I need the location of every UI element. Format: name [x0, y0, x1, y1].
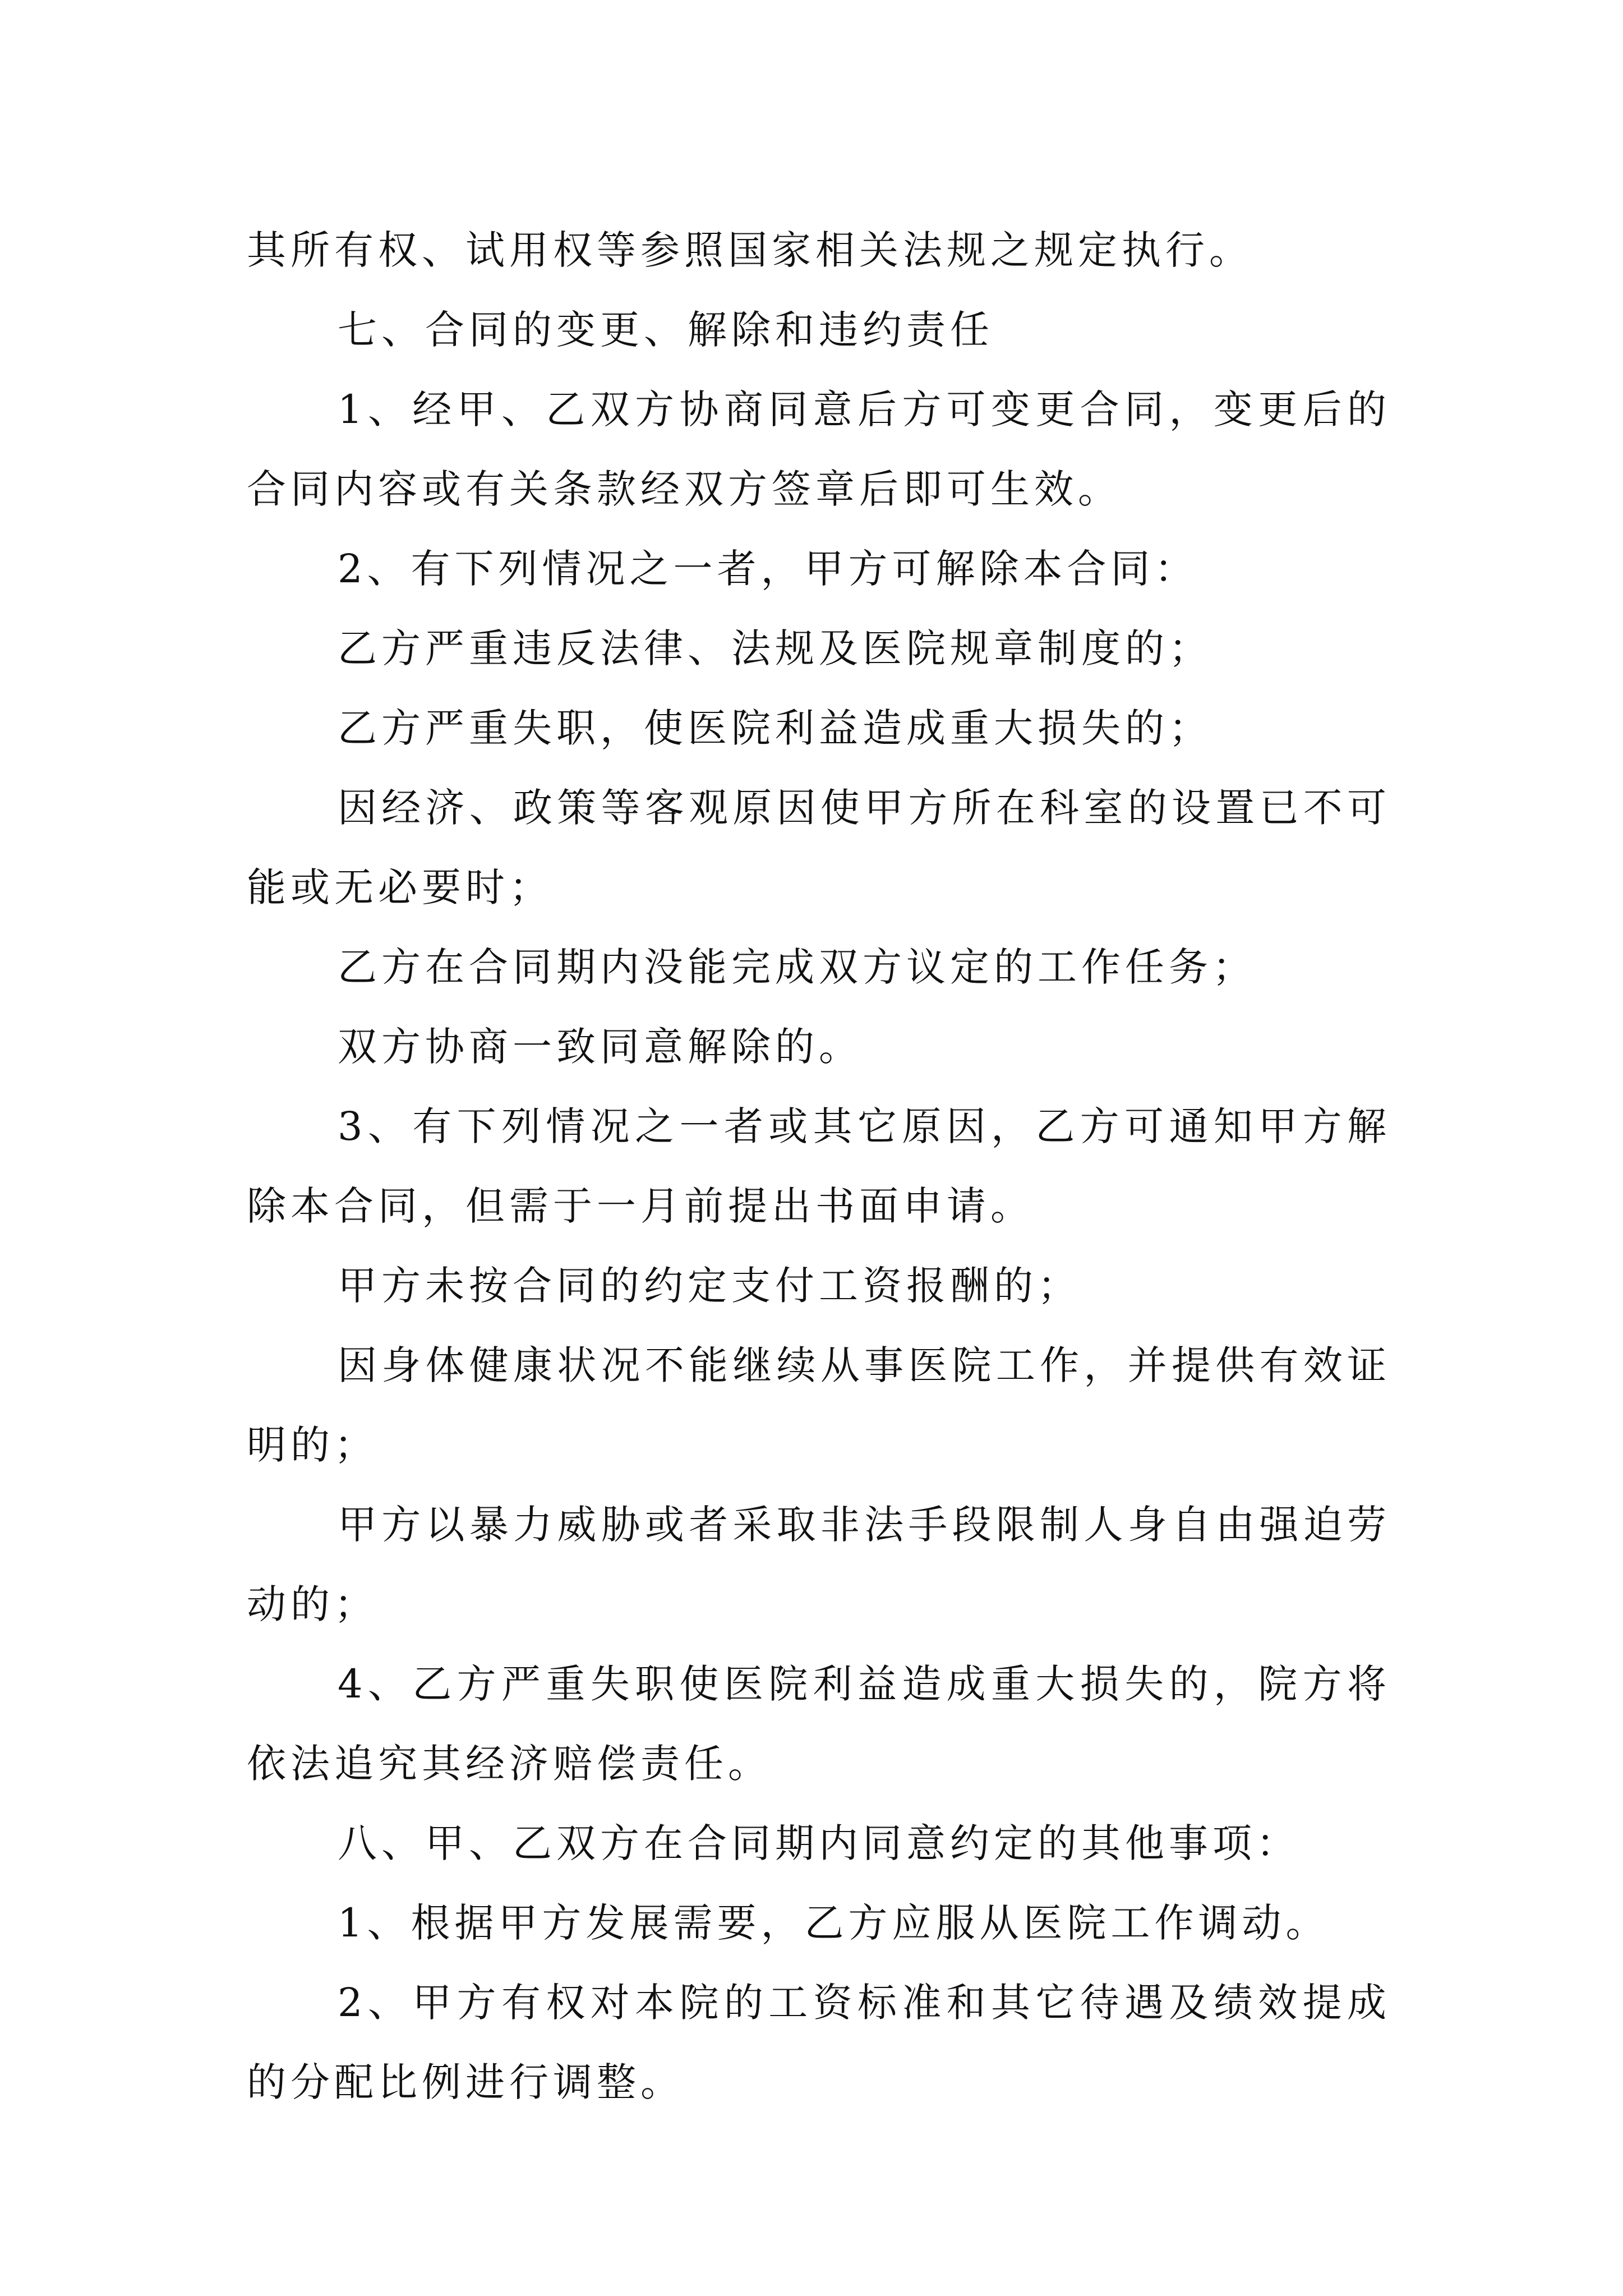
list-item: 甲方未按合同的约定支付工资报酬的；: [338, 1263, 1081, 1309]
list-item: 乙方在合同期内没能完成双方议定的工作任务；: [338, 944, 1256, 990]
list-item: 乙方严重失职，使医院利益造成重大损失的；: [338, 705, 1212, 751]
paragraph: 2、甲方有权对本院的工资标准和其它待遇及绩效提成的分配比例进行调整。: [247, 1980, 1391, 2105]
paragraph: 其所有权、试用权等参照国家相关法规之规定执行。: [247, 227, 1253, 273]
list-item: 双方协商一致同意解除的。: [338, 1024, 863, 1070]
paragraph: 1、经甲、乙双方协商同意后方可变更合同，变更后的合同内容或有关条款经双方签章后即可生效。: [247, 386, 1391, 512]
paragraph: 1、根据甲方发展需要，乙方应服从医院工作调动。: [338, 1900, 1330, 1946]
list-item: 因经济、政策等客观原因使甲方所在科室的设置已不可能或无必要时；: [247, 785, 1391, 910]
document-body: [247, 210, 1391, 2122]
paragraph: 3、有下列情况之一者或其它原因，乙方可通知甲方解除本合同，但需于一月前提出书面申请。: [247, 1103, 1391, 1229]
list-item: 甲方以暴力威胁或者采取非法手段限制人身自由强迫劳动的；: [247, 1502, 1391, 1627]
section-heading: 八、甲、乙双方在合同期内同意约定的其他事项：: [338, 1820, 1300, 1866]
paragraph: 2、有下列情况之一者，甲方可解除本合同：: [338, 546, 1198, 592]
list-item: 乙方严重违反法律、法规及医院规章制度的；: [338, 625, 1212, 671]
list-item: 因身体健康状况不能继续从事医院工作，并提供有效证明的；: [247, 1342, 1391, 1468]
section-heading: 七、合同的变更、解除和违约责任: [338, 307, 994, 353]
paragraph: 4、乙方严重失职使医院利益造成重大损失的，院方将依法追究其经济赔偿责任。: [247, 1661, 1391, 1787]
